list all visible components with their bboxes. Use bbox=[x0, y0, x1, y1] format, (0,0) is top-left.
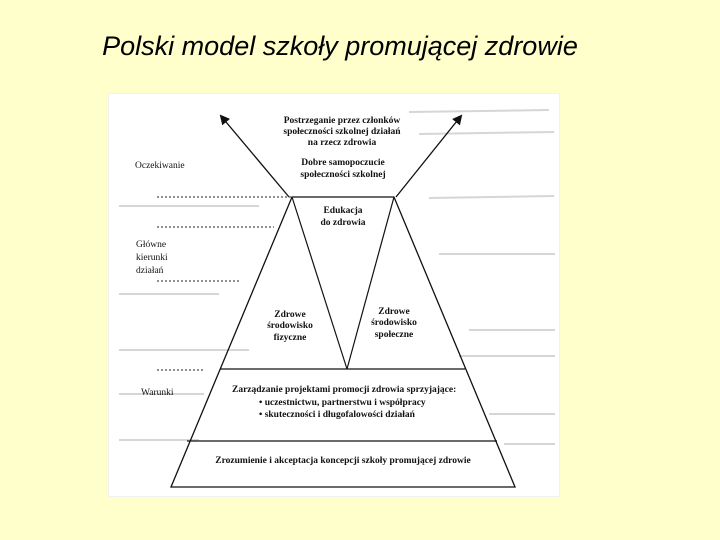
label-main-directions-2: kierunki bbox=[136, 253, 168, 263]
social-env-line-2: środowisko bbox=[371, 318, 417, 328]
management-line-3: • skuteczności i długofalowości działań bbox=[259, 410, 415, 420]
label-main-directions-3: działań bbox=[136, 266, 164, 276]
health-school-pyramid-diagram bbox=[109, 94, 559, 496]
social-env-line-3: społeczne bbox=[374, 330, 414, 340]
management-line-2: • uczestnictwu, partnerstwu i współpracy bbox=[259, 398, 426, 408]
education-line-2: do zdrowia bbox=[320, 218, 366, 228]
label-main-directions-1: Główne bbox=[136, 240, 167, 250]
perception-line-2: społeczności szkolnej działań bbox=[283, 127, 401, 137]
management-line-1: Zarządzanie projektami promocji zdrowia sprzyjające: bbox=[232, 385, 457, 395]
diagram-scan bbox=[108, 93, 560, 497]
slide-title: Polski model szkoły promującej zdrowie bbox=[102, 31, 578, 61]
foundation-text: Zrozumienie i akceptacja koncepcji szkoły promującej zdrowie bbox=[215, 456, 471, 466]
pyramid-outline bbox=[171, 197, 515, 487]
left-arrow bbox=[221, 116, 289, 197]
perception-line-1: Postrzeganie przez członków bbox=[283, 116, 401, 126]
right-arrow bbox=[396, 116, 461, 197]
label-conditions: Warunki bbox=[141, 388, 174, 398]
wellbeing-line-1: Dobre samopoczucie bbox=[301, 158, 385, 168]
label-expectations: Oczekiwanie bbox=[135, 161, 185, 171]
physical-env-line-1: Zdrowe bbox=[274, 310, 306, 320]
social-env-line-1: Zdrowe bbox=[378, 307, 410, 317]
physical-env-line-3: fizyczne bbox=[273, 333, 307, 343]
physical-env-line-2: środowisko bbox=[267, 321, 313, 331]
education-line-1: Edukacja bbox=[323, 206, 363, 216]
perception-line-3: na rzecz zdrowia bbox=[307, 138, 377, 148]
level-guide-lines bbox=[157, 197, 294, 370]
wellbeing-line-2: społeczności szkolnej bbox=[300, 170, 386, 180]
